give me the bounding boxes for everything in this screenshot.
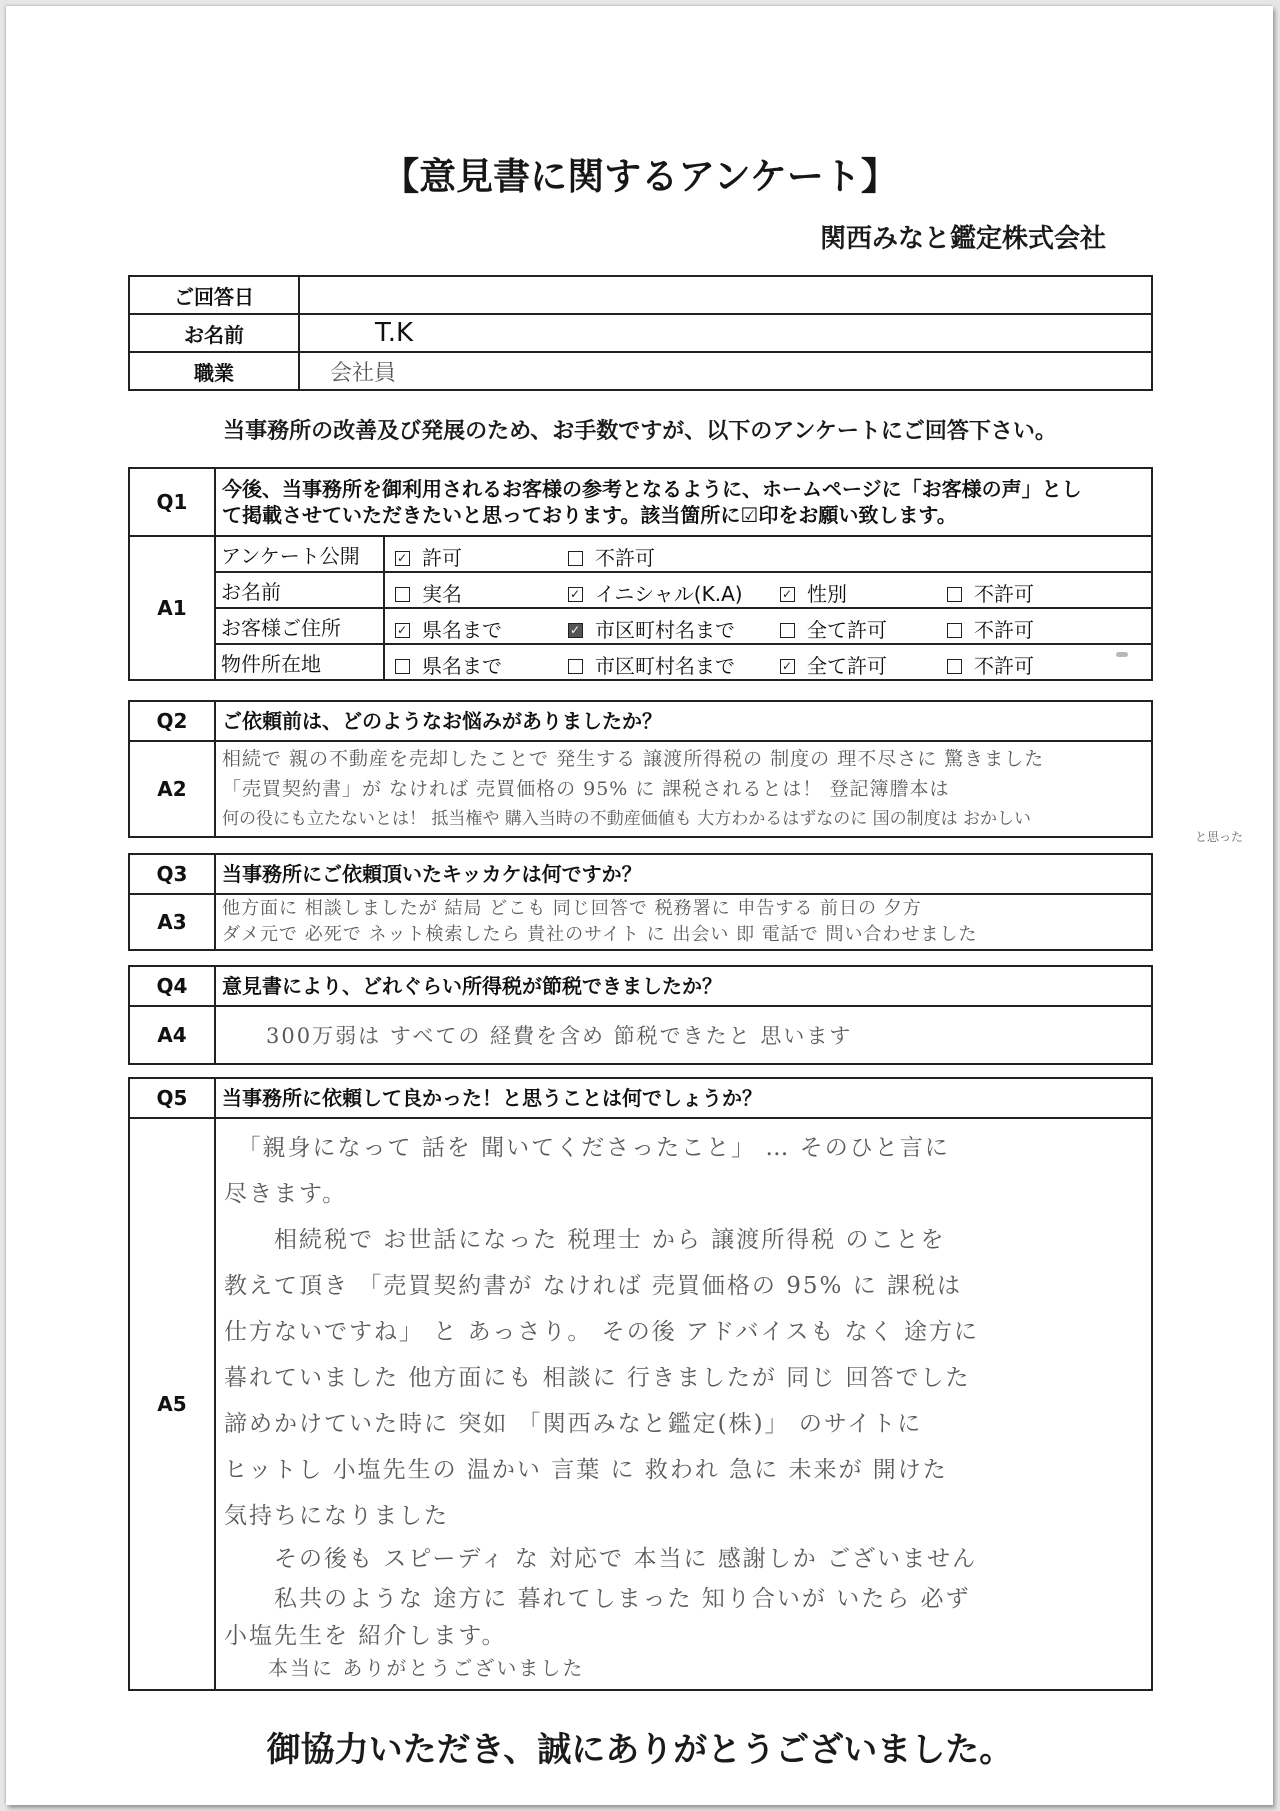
q5-question: 当事務所に依頼して良かった！と思うことは何でしょうか？	[215, 1078, 1152, 1118]
q4-label: Q4	[129, 966, 215, 1006]
option-label: 性別	[807, 582, 847, 606]
option-label: 市区町村名まで	[595, 618, 735, 642]
q4-question: 意見書により、どれぐらい所得税が節税できましたか？	[215, 966, 1152, 1006]
option-label: 市区町村名まで	[595, 654, 735, 678]
checkbox-checked-icon[interactable]	[780, 587, 795, 602]
option-deny[interactable]	[947, 650, 1034, 679]
checkbox-checked-icon[interactable]	[395, 551, 410, 566]
a3-row	[129, 894, 1152, 950]
checkbox-empty-icon[interactable]	[568, 659, 583, 674]
ink-smudge	[1116, 652, 1128, 657]
respondent-info-table	[128, 275, 1153, 391]
a5-answer-line: 気持ちになりました	[224, 1503, 449, 1529]
a1-property-location-options	[384, 644, 1152, 680]
option-all[interactable]	[780, 614, 887, 643]
a4-label: A4	[129, 1006, 215, 1064]
a5-answer-line: 私共のような 途方に 暮れてしまった 知り合いが いたら 必ず	[224, 1586, 971, 1612]
answer-date-field[interactable]	[299, 276, 1152, 314]
a4-answer-line: 300万弱は すべての 経費を含め 節税できたと 思います	[266, 1024, 853, 1048]
a2-answer-line: 相続で 親の不動産を売却したことで 発生する 譲渡所得税の 制度の 理不尽さに 驚きました	[222, 748, 1045, 770]
option-label: 県名まで	[422, 618, 502, 642]
option-deny[interactable]	[568, 542, 655, 571]
a3-answer[interactable]	[215, 894, 1152, 950]
a5-answer-line: ヒットし 小塩先生の 温かい 言葉 に 救われ 急に 未来が 開けた	[224, 1457, 948, 1483]
option-municipality[interactable]	[568, 650, 735, 679]
closing-thanks: 御協力いただき、誠にありがとうございました。	[266, 1730, 1014, 1770]
a5-answer-line: 教えて頂き 「売買契約書が なければ 売買価格の 95% に 課税は	[224, 1273, 962, 1299]
option-permit[interactable]	[395, 542, 462, 571]
option-prefecture[interactable]	[395, 614, 502, 643]
q4-row	[129, 966, 1152, 1006]
q3-table	[128, 853, 1153, 951]
a1-row-address	[129, 608, 1152, 644]
option-initials[interactable]	[568, 578, 743, 607]
option-label: 県名まで	[422, 654, 502, 678]
name-label: お名前	[129, 314, 299, 352]
a1-survey-publish-options	[384, 536, 1152, 572]
q3-row	[129, 854, 1152, 894]
a5-answer-line: 本当に ありがとうございました	[224, 1656, 585, 1680]
option-deny[interactable]	[947, 614, 1034, 643]
option-real-name[interactable]	[395, 578, 462, 607]
info-row-occupation	[129, 352, 1152, 390]
option-label: 実名	[422, 582, 462, 606]
a1-survey-publish-label: アンケート公開	[215, 536, 384, 572]
q5-table	[128, 1077, 1153, 1691]
q1-label: Q1	[129, 468, 215, 536]
info-row-date	[129, 276, 1152, 314]
a3-answer-line: 他方面に 相談しましたが 結局 どこも 同じ回答で 税務署に 申告する 前日の 夕方	[222, 898, 922, 919]
q2-row	[129, 701, 1152, 741]
q1-row	[129, 468, 1152, 536]
a2-margin-note: と思った	[1195, 830, 1244, 844]
a3-label: A3	[129, 894, 215, 950]
a5-answer-line: その後も スピーディ な 対応で 本当に 感謝しか ございません	[224, 1546, 978, 1572]
a1-label: A1	[129, 536, 215, 680]
option-label: 全て許可	[807, 654, 887, 678]
a5-answer-line: 「親身になって 話を 聞いてくださったこと」 … そのひと言に	[224, 1135, 950, 1161]
a2-answer-line: 「売買契約書」が なければ 売買価格の 95% に 課税されるとは！ 登記簿謄本は	[222, 778, 950, 800]
checkbox-empty-icon[interactable]	[947, 587, 962, 602]
a3-answer-line: ダメ元で 必死で ネット検索したら 貴社のサイト に 出会い 即 電話で 問い合わせました	[222, 924, 978, 945]
q1-question-line-2: て掲載させていただきたいと思っております。該当箇所に☑印をお願い致します。	[222, 503, 957, 527]
option-gender[interactable]	[780, 578, 847, 607]
checkbox-empty-icon[interactable]	[780, 623, 795, 638]
checkbox-empty-icon[interactable]	[568, 551, 583, 566]
a4-answer[interactable]	[215, 1006, 1152, 1064]
option-label: 全て許可	[807, 618, 887, 642]
checkbox-checked-icon[interactable]	[568, 587, 583, 602]
checkbox-crossed-out-icon[interactable]	[568, 623, 583, 638]
q1-question	[215, 468, 1152, 536]
q2-label: Q2	[129, 701, 215, 741]
a1-name-options	[384, 572, 1152, 608]
a5-answer-line: 諦めかけていた時に 突如 「関西みなと鑑定(株)」 のサイトに	[224, 1411, 923, 1437]
a1-address-label: お客様ご住所	[215, 608, 384, 644]
company-name: 関西みなと鑑定株式会社	[820, 224, 1107, 254]
q3-question: 当事務所にご依頼頂いたキッカケは何ですか？	[215, 854, 1152, 894]
a4-row	[129, 1006, 1152, 1064]
option-label: 不許可	[595, 546, 655, 570]
option-deny[interactable]	[947, 578, 1034, 607]
option-prefecture[interactable]	[395, 650, 502, 679]
option-label: 不許可	[974, 654, 1034, 678]
a1-name-label: お名前	[215, 572, 384, 608]
a1-row-survey-publish	[129, 536, 1152, 572]
a1-row-property-location	[129, 644, 1152, 680]
option-municipality[interactable]	[568, 614, 735, 643]
a2-answer[interactable]	[215, 741, 1152, 837]
q3-label: Q3	[129, 854, 215, 894]
intro-text: 当事務所の改善及び発展のため、お手数ですが、以下のアンケートにご回答下さい。	[223, 419, 1057, 444]
a2-row	[129, 741, 1152, 837]
checkbox-checked-icon[interactable]	[780, 659, 795, 674]
q2-table	[128, 700, 1153, 838]
a5-answer[interactable]	[215, 1118, 1152, 1690]
checkbox-empty-icon[interactable]	[947, 659, 962, 674]
checkbox-empty-icon[interactable]	[947, 623, 962, 638]
a5-answer-line: 仕方ないですね」 と あっさり。 その後 アドバイスも なく 途方に	[224, 1319, 979, 1345]
name-field[interactable]: T.K	[299, 314, 1152, 352]
a2-label: A2	[129, 741, 215, 837]
checkbox-empty-icon[interactable]	[395, 659, 410, 674]
checkbox-checked-icon[interactable]	[395, 623, 410, 638]
q2-question: ご依頼前は、どのようなお悩みがありましたか？	[215, 701, 1152, 741]
q1-table	[128, 467, 1153, 681]
a5-answer-line: 尽きます。	[224, 1181, 348, 1207]
a5-answer-line: 相続税で お世話になった 税理士 から 譲渡所得税 のことを	[224, 1227, 946, 1253]
option-label: 不許可	[974, 618, 1034, 642]
option-label: 不許可	[974, 582, 1034, 606]
a1-address-options	[384, 608, 1152, 644]
occupation-label: 職業	[129, 352, 299, 390]
a5-label: A5	[129, 1118, 215, 1690]
survey-title: 【意見書に関するアンケート】	[382, 155, 898, 198]
a5-answer-line: 小塩先生を 紹介します。	[224, 1623, 507, 1649]
q5-row	[129, 1078, 1152, 1118]
a5-row	[129, 1118, 1152, 1690]
option-label: イニシャル(K.A)	[595, 582, 743, 606]
occupation-field[interactable]: 会社員	[299, 352, 1152, 390]
a1-property-location-label: 物件所在地	[215, 644, 384, 680]
a1-row-name	[129, 572, 1152, 608]
q1-question-line-1: 今後、当事務所を御利用されるお客様の参考となるように、ホームページに「お客様の声」とし	[222, 477, 1082, 501]
answer-date-label: ご回答日	[129, 276, 299, 314]
q4-table	[128, 965, 1153, 1065]
a2-answer-line: 何の役にも立たないとは！ 抵当権や 購入当時の不動産価値も 大方わかるはずなのに 国の制度は おかしい	[222, 809, 1032, 829]
checkbox-empty-icon[interactable]	[395, 587, 410, 602]
q5-label: Q5	[129, 1078, 215, 1118]
option-all[interactable]	[780, 650, 887, 679]
a5-answer-line: 暮れていました 他方面にも 相談に 行きましたが 同じ 回答でした	[224, 1365, 971, 1391]
option-label: 許可	[422, 546, 462, 570]
info-row-name	[129, 314, 1152, 352]
